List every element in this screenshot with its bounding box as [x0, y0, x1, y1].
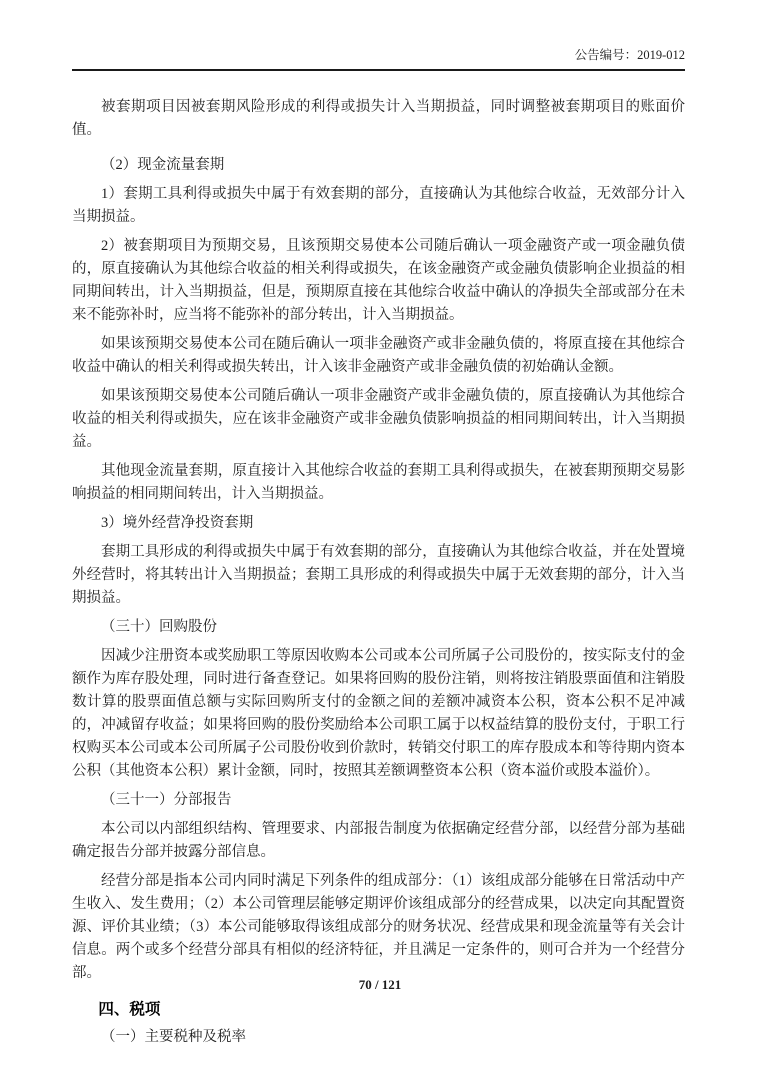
announcement-number: 公告编号：2019-012	[574, 48, 685, 62]
page-footer	[0, 977, 760, 993]
paragraph-forecast-nonfinancial-initial-amount: 如果该预期交易使本公司在随后确认一项非金融资产或非金融负债的，将原直接在其他综合收益中确认的相关利得或损失转出，计入该非金融资产或非金融负债的初始确认金额。	[72, 336, 685, 375]
paragraph-hedged-item: 被套期项目因被套期风险形成的利得或损失计入当期损益，同时调整被套期项目的账面价值。	[72, 99, 685, 138]
paragraph-segment-determination: 本公司以内部组织结构、管理要求、内部报告制度为依据确定经营分部，以经营分部为基础确定报告分部并披露分部信息。	[72, 821, 685, 860]
heading-cash-flow-hedge: （2）现金流量套期	[101, 157, 225, 173]
heading-taxes: 四、税项	[98, 1001, 161, 1018]
paragraph-forecast-transaction-financial: 2）被套期项目为预期交易，且该预期交易使本公司随后确认一项金融资产或一项金融负债的，原直接确认为其他综合收益的相关利得或损失，在该金融资产或金融负债影响企业损益的相同期间转出，计入当期损益，但是，预期原直接在其他综合收益中确认的净损失全部或部分在未来不能弥补时，应当将不能弥补的部分转出，计入当期损益。	[72, 238, 685, 323]
paragraph-other-cash-flow-hedge: 其他现金流量套期，原直接计入其他综合收益的套期工具利得或损失，在被套期预期交易影响损益的相同期间转出，计入当期损益。	[72, 463, 685, 502]
page-header	[72, 0, 685, 63]
document-page	[72, 0, 685, 1049]
document-body	[72, 71, 685, 1049]
heading-segment-reporting: （三十一）分部报告	[101, 792, 232, 808]
paragraph-operating-segment-conditions: 经营分部是指本公司内同时满足下列条件的组成部分：（1）该组成部分能够在日常活动中产生收入、发生费用；（2）本公司管理层能够定期评价该组成部分的经营成果，以决定向其配置资源、评价其业绩；（3）本公司能够取得该组成部分的财务状况、经营成果和现金流量等有关会计信息。两个或多个经营分部具有相似的经济特征，并且满足一定条件的，则可合并为一个经营分部。	[72, 873, 685, 981]
heading-main-taxes-and-rates: （一）主要税种及税率	[101, 1029, 246, 1045]
paragraph-share-repurchase: 因减少注册资本或奖励职工等原因收购本公司或本公司所属子公司股份的，按实际支付的金额作为库存股处理，同时进行备查登记。如果将回购的股份注销，则将按注销股票面值和注销股数计算的股票面值总额与实际回购所支付的金额之间的差额冲减资本公积，资本公积不足冲减的，冲减留存收益；如果将回购的股份奖励给本公司职工属于以权益结算的股份支付，于职工行权购买本公司或本公司所属子公司股份收到价款时，转销交付职工的库存股成本和等待期内资本公积（其他资本公积）累计金额，同时，按照其差额调整资本公积（资本溢价或股本溢价）。	[72, 648, 685, 779]
paragraph-net-investment-hedge: 套期工具形成的利得或损失中属于有效套期的部分，直接确认为其他综合收益，并在处置境外经营时，将其转出计入当期损益；套期工具形成的利得或损失中属于无效套期的部分，计入当期损益。	[72, 544, 685, 606]
heading-net-investment-hedge: 3）境外经营净投资套期	[101, 515, 254, 531]
paragraph-forecast-nonfinancial-transfer: 如果该预期交易使本公司随后确认一项非金融资产或非金融负债的，原直接确认为其他综合收益的相关利得或损失，应在该非金融资产或非金融负债影响损益的相同期间转出，计入当期损益。	[72, 388, 685, 450]
page-number: 70 / 121	[358, 977, 402, 992]
heading-share-repurchase: （三十）回购股份	[101, 619, 217, 635]
paragraph-hedge-effective-portion: 1）套期工具利得或损失中属于有效套期的部分，直接确认为其他综合收益，无效部分计入当期损益。	[72, 186, 685, 225]
